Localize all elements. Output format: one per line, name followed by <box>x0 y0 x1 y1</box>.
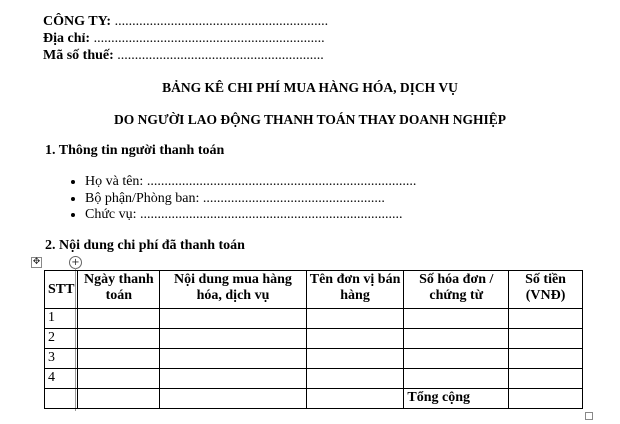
cell-amount[interactable] <box>509 349 583 369</box>
section-1-heading: 1. Thông tin người thanh toán <box>45 143 225 158</box>
total-amount-cell[interactable] <box>509 389 583 409</box>
cell-payment-date[interactable] <box>78 349 160 369</box>
address-line <box>43 30 325 47</box>
tax-label: Mã số thuế: <box>43 48 114 63</box>
section-2-heading: 2. Nội dung chi phí đã thanh toán <box>45 238 245 253</box>
cell-amount[interactable] <box>509 369 583 389</box>
total-cell-empty[interactable] <box>306 389 404 409</box>
cell-purchase-content[interactable] <box>160 349 306 369</box>
total-cell-empty[interactable] <box>78 389 160 409</box>
payer-info-list <box>45 174 416 224</box>
insert-column-icon[interactable]: + <box>69 256 82 269</box>
cell-purchase-content[interactable] <box>160 309 306 329</box>
document-title: BẢNG KÊ CHI PHÍ MUA HÀNG HÓA, DỊCH VỤ <box>162 80 458 95</box>
table-total-row <box>45 389 583 409</box>
cell-invoice-number[interactable] <box>404 329 509 349</box>
cell-seller-name[interactable] <box>306 309 404 329</box>
tax-dots: ........................................................... <box>113 48 324 63</box>
cell-seller-name[interactable] <box>306 349 404 369</box>
header-invoice-number: Số hóa đơn / chứng từ <box>404 271 509 309</box>
tax-line <box>43 47 324 64</box>
list-item-name: • Họ và tên: ............................................................................. <box>85 174 416 191</box>
cell-amount[interactable] <box>509 309 583 329</box>
row-number[interactable]: 1 <box>45 309 78 329</box>
total-label[interactable]: Tổng cộng <box>404 389 509 409</box>
total-cell-empty[interactable] <box>160 389 306 409</box>
total-cell-empty[interactable] <box>45 389 78 409</box>
table-row <box>45 329 583 349</box>
row-number[interactable]: 3 <box>45 349 78 369</box>
table-row <box>45 349 583 369</box>
cell-purchase-content[interactable] <box>160 329 306 349</box>
expense-table <box>44 270 583 409</box>
company-line <box>43 13 328 30</box>
cell-invoice-number[interactable] <box>404 309 509 329</box>
header-stt: STT <box>45 271 78 309</box>
cell-purchase-content[interactable] <box>160 369 306 389</box>
cell-seller-name[interactable] <box>306 369 404 389</box>
cell-amount[interactable] <box>509 329 583 349</box>
address-dots: .................................................................. <box>90 31 325 46</box>
cell-invoice-number[interactable] <box>404 369 509 389</box>
cell-payment-date[interactable] <box>78 309 160 329</box>
header-seller-name: Tên đơn vị bán hàng <box>306 271 404 309</box>
cell-seller-name[interactable] <box>306 329 404 349</box>
cell-payment-date[interactable] <box>78 369 160 389</box>
list-item-department: • Bộ phận/Phòng ban: .................................................... <box>85 191 416 208</box>
cell-payment-date[interactable] <box>78 329 160 349</box>
document-subtitle: DO NGƯỜI LAO ĐỘNG THANH TOÁN THAY DOANH NGHIỆP <box>113 112 507 127</box>
company-dots: ............................................................. <box>111 14 329 29</box>
header-amount: Số tiền (VNĐ) <box>509 271 583 309</box>
table-resize-handle[interactable] <box>585 412 593 420</box>
row-number[interactable]: 2 <box>45 329 78 349</box>
list-item-position: • Chức vụ: ........................................................................... <box>85 207 416 224</box>
cell-invoice-number[interactable] <box>404 349 509 369</box>
address-label: Địa chỉ: <box>43 31 91 46</box>
header-purchase-content: Nội dung mua hàng hóa, dịch vụ <box>160 271 306 309</box>
table-row <box>45 369 583 389</box>
company-label: CÔNG TY: <box>43 14 112 29</box>
table-move-handle-icon[interactable]: ✥ <box>32 257 41 267</box>
row-number[interactable]: 4 <box>45 369 78 389</box>
table-row <box>45 309 583 329</box>
table-header-row <box>45 271 583 309</box>
header-payment-date: Ngày thanh toán <box>78 271 160 309</box>
